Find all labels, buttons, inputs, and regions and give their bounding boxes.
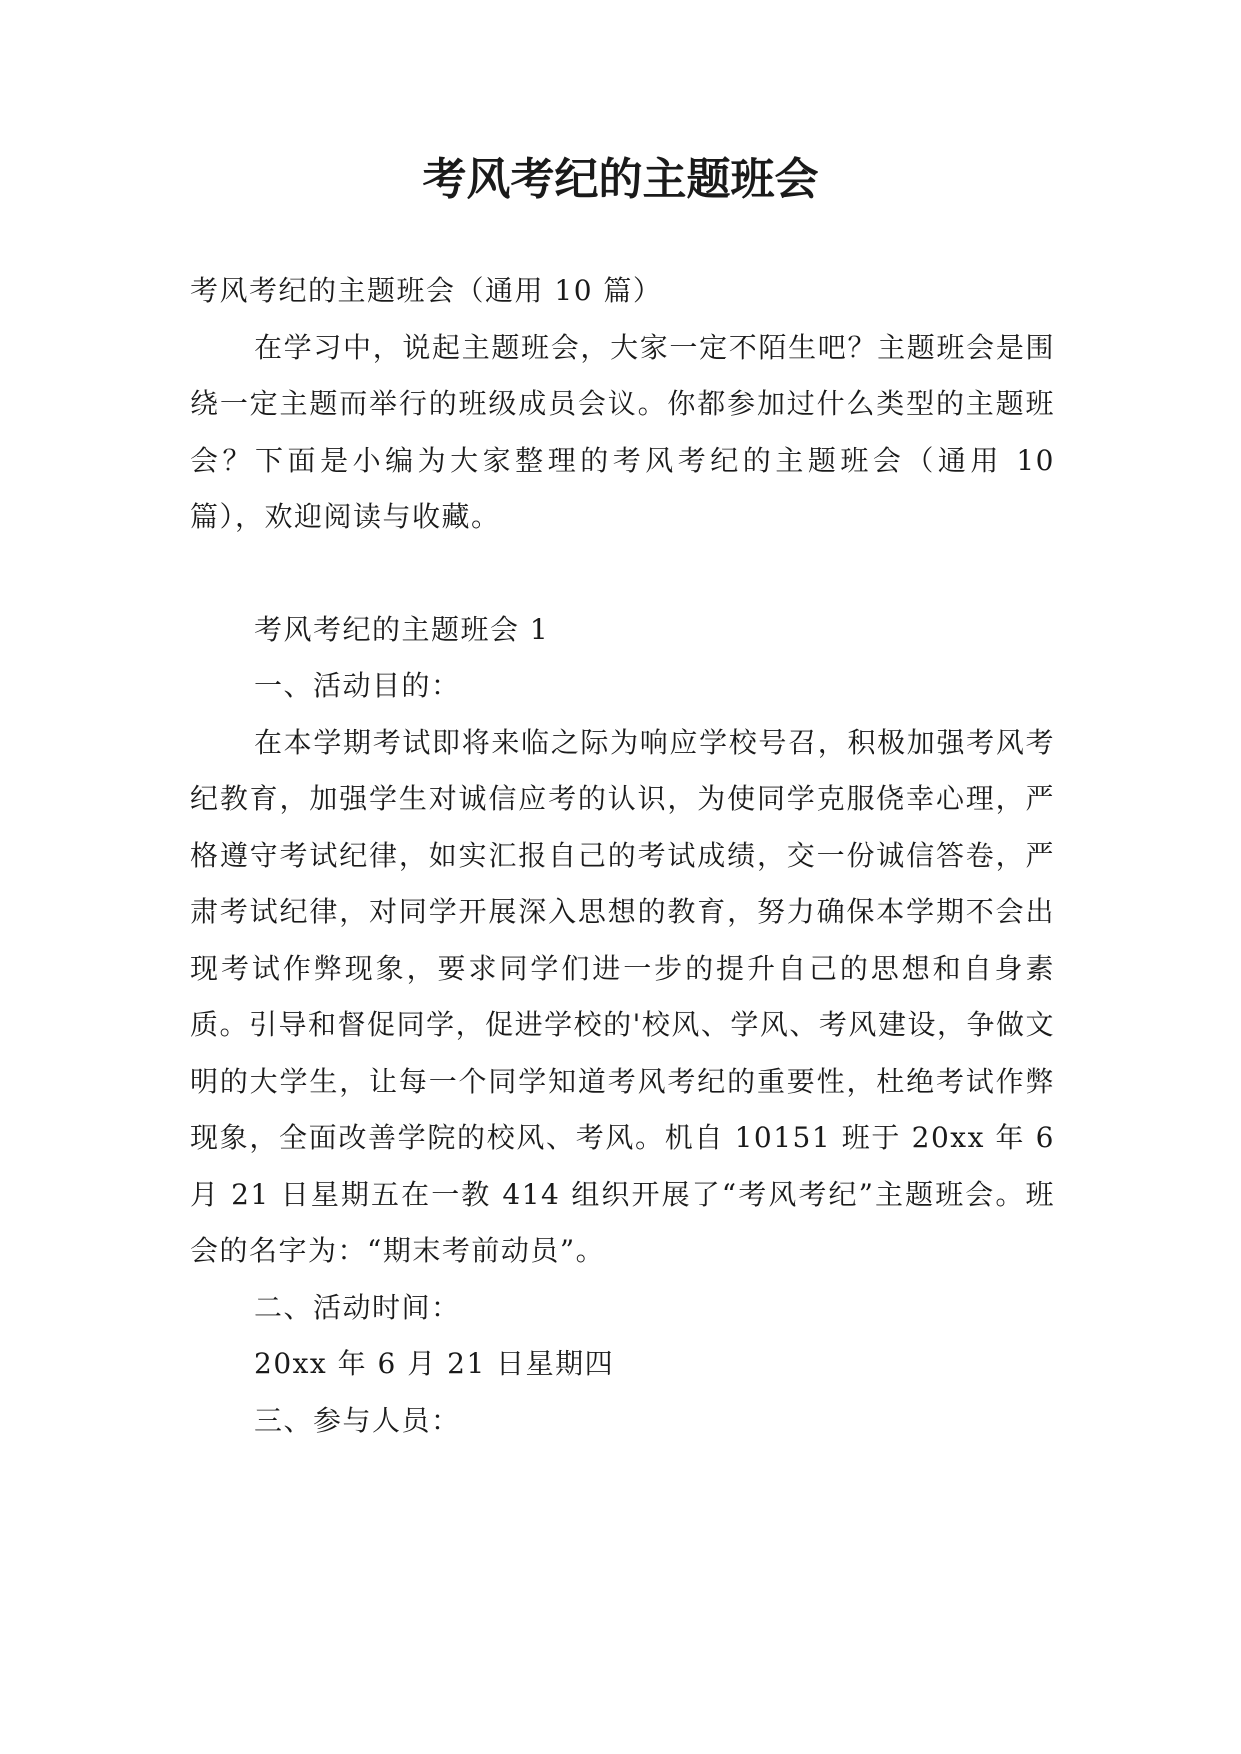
time-value: 20xx 年 6 月 21 日星期四: [254, 1347, 615, 1380]
intro-paragraph: 在学习中，说起主题班会，大家一定不陌生吧？主题班会是围绕一定主题而举行的班级成员会议。你都参加过什么类型的主题班会？下面是小编为大家整理的考风考纪的主题班会（通用 10 篇），欢迎阅读与收藏。: [190, 330, 1055, 533]
purpose-paragraph: 在本学期考试即将来临之际为响应学校号召，积极加强考风考纪教育，加强学生对诚信应考的认识，为使同学克服侥幸心理，严格遵守考试纪律，如实汇报自己的考试成绩，交一份诚信答卷，严肃考试纪律，对同学开展深入思想的教育，努力确保本学期不会出现考试作弊现象，要求同学们进一步的提升自己的思想和自身素质。引导和督促同学，促进学校的'校风、学风、考风建设，争做文明的大学生，让每一个同学知道考风考纪的重要性，杜绝考试作弊现象，全面改善学院的校风、考风。机自 10151 班于 20xx 年 6 月 21 日星期五在一教 414 组织开展了“考风考纪”主题班会。班会的名字为：“期末考前动员”。: [190, 725, 1055, 1267]
time-heading: 二、活动时间：: [254, 1290, 461, 1324]
purpose-heading: 一、活动目的：: [254, 669, 461, 702]
document-title: 考风考纪的主题班会: [422, 154, 819, 205]
document-body: [190, 263, 1055, 1449]
participants-heading: 三、参与人员：: [254, 1403, 461, 1437]
section-heading: 考风考纪的主题班会 1: [254, 612, 550, 646]
document-subtitle: 考风考纪的主题班会（通用 10 篇）: [190, 274, 663, 307]
paragraph-spacer: [190, 546, 1055, 602]
